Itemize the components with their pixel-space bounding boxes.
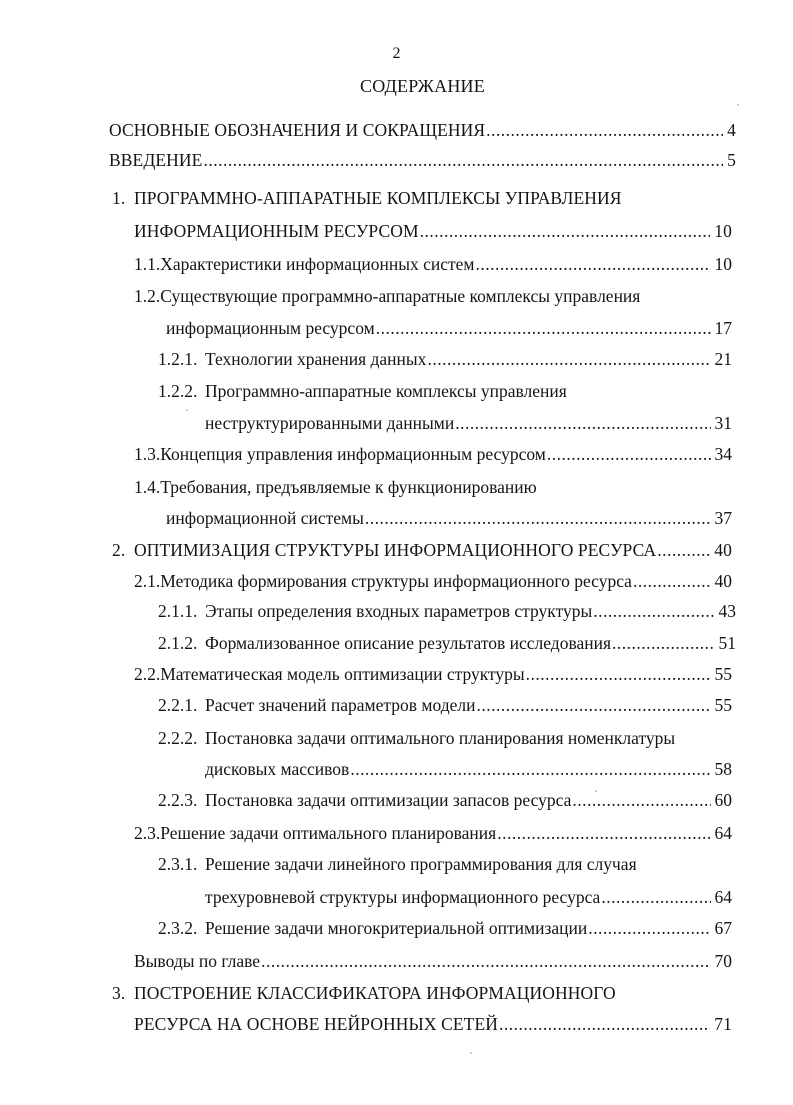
- toc-entry-title: Требования, предъявляемые к функционированию: [160, 477, 537, 497]
- toc-entry-number: 1.: [112, 188, 126, 208]
- toc-entry-page: 5: [727, 150, 736, 170]
- toc-leader-dots: [455, 412, 710, 434]
- toc-leader-dots: [497, 822, 710, 844]
- toc-entry-title: Существующие программно-аппаратные комплексы управления: [160, 286, 641, 306]
- scan-speck: [470, 1052, 472, 1054]
- toc-entry-number: 1.4.: [134, 477, 161, 497]
- toc-leader-dots: [612, 632, 714, 654]
- toc-entry-title-continued: информационным ресурсом: [166, 318, 375, 338]
- toc-leader-dots: [657, 539, 710, 561]
- toc-entry-page: 64: [714, 887, 732, 907]
- toc-leader-dots: [427, 348, 710, 370]
- toc-entry-2-3-1-line-2: [205, 886, 732, 908]
- toc-entry-number: 1.1.: [134, 254, 161, 274]
- toc-entry-number: 1.2.: [134, 286, 161, 306]
- toc-entry-number: 1.2.1.: [158, 349, 198, 369]
- toc-entry-page: 21: [714, 349, 732, 369]
- toc-entry-page: 60: [714, 790, 732, 810]
- toc-entry-title: Выводы по главе: [134, 951, 261, 971]
- toc-entry-title-continued: дисковых массивов: [205, 759, 350, 779]
- toc-leader-dots: [486, 119, 723, 141]
- toc-entry-title: ОПТИМИЗАЦИЯ СТРУКТУРЫ ИНФОРМАЦИОННОГО РЕСУРСА: [134, 540, 657, 560]
- toc-entry-page: 10: [714, 221, 732, 241]
- toc-leader-dots: [601, 886, 710, 908]
- toc-entry-2-2-2-line-1: [158, 727, 736, 749]
- toc-entry-page: 37: [714, 508, 732, 528]
- toc-entry-2-2-1: [158, 694, 732, 716]
- scan-speck: [737, 104, 739, 106]
- toc-entry-1-4-line-2: [166, 507, 732, 529]
- toc-entry-title: Решение задачи многокритериальной оптимизации: [205, 918, 588, 938]
- toc-entry-title: Математическая модель оптимизации структуры: [160, 664, 525, 684]
- toc-entry-chapter-3-line-2: [134, 1013, 732, 1035]
- toc-entry-number: 2.2.3.: [158, 790, 198, 810]
- toc-entry-chapter-1-line-2: [134, 220, 732, 242]
- toc-entry-title: Решение задачи оптимального планирования: [160, 823, 497, 843]
- toc-entry-chapter-1-line-1: [112, 187, 732, 209]
- toc-entry-title-continued: неструктурированными данными: [205, 413, 455, 433]
- toc-entry-chapter-summary: [134, 950, 732, 972]
- toc-entry-number: 2.2.: [134, 664, 161, 684]
- toc-entry-number: 2.1.1.: [158, 601, 198, 621]
- toc-entry-title-continued: информационной системы: [166, 508, 364, 528]
- toc-entry-page: 51: [718, 633, 736, 653]
- toc-entry-1-4-line-1: [134, 476, 732, 498]
- toc-heading: СОДЕРЖАНИЕ: [360, 76, 485, 96]
- toc-leader-dots: [376, 317, 711, 339]
- toc-entry-1-2-2-line-2: [205, 412, 732, 434]
- toc-entry-2-1: [134, 570, 732, 592]
- toc-entry-title: ОСНОВНЫЕ ОБОЗНАЧЕНИЯ И СОКРАЩЕНИЯ: [109, 120, 486, 140]
- toc-entry-page: 58: [714, 759, 732, 779]
- toc-leader-dots: [547, 443, 711, 465]
- toc-entry-number: 2.3.1.: [158, 854, 198, 874]
- toc-entry-1-3: [134, 443, 732, 465]
- toc-entry-title: Этапы определения входных параметров структуры: [205, 601, 593, 621]
- toc-leader-dots: [572, 789, 710, 811]
- toc-entry-number: 2.3.: [134, 823, 161, 843]
- page-number: 2: [392, 45, 401, 62]
- toc-entry-title-continued: ИНФОРМАЦИОННЫМ РЕСУРСОМ: [134, 221, 419, 241]
- toc-entry-title: Формализованное описание результатов исследования: [205, 633, 612, 653]
- toc-entry-1-2-line-2: [166, 317, 732, 339]
- toc-entry-page: 71: [714, 1014, 732, 1034]
- toc-entry-title: ПОСТРОЕНИЕ КЛАССИФИКАТОРА ИНФОРМАЦИОННОГО: [134, 983, 616, 1003]
- toc-leader-dots: [365, 507, 711, 529]
- toc-entry-introduction: [109, 149, 736, 171]
- toc-entry-2-3-1-line-1: [158, 853, 732, 875]
- toc-entry-number: 2.2.2.: [158, 728, 198, 748]
- toc-entry-title: Характеристики информационных систем: [160, 254, 475, 274]
- toc-entry-title: Концепция управления информационным ресурсом: [160, 444, 546, 464]
- toc-entry-number: 2.3.2.: [158, 918, 198, 938]
- toc-entry-number: 3.: [112, 983, 126, 1003]
- toc-entry-2-2-3: [158, 789, 732, 811]
- toc-entry-2-1-1: [158, 600, 736, 622]
- toc-entry-title: Постановка задачи оптимизации запасов ресурса: [205, 790, 572, 810]
- toc-leader-dots: [633, 570, 711, 592]
- toc-entry-page: 10: [714, 254, 732, 274]
- toc-entry-1-2-line-1: [134, 285, 732, 307]
- scan-speck: [595, 790, 597, 792]
- toc-entry-2-2-2-line-2: [205, 758, 732, 780]
- toc-entry-chapter-3-line-1: [112, 982, 732, 1004]
- toc-entry-2-3: [134, 822, 732, 844]
- toc-entry-title: ВВЕДЕНИЕ: [109, 150, 203, 170]
- toc-entry-title: Постановка задачи оптимального планирования номенклатуры: [205, 728, 676, 748]
- toc-entry-page: 43: [718, 601, 736, 621]
- toc-leader-dots: [588, 917, 710, 939]
- toc-leader-dots: [476, 253, 711, 275]
- toc-entry-chapter-2: [112, 539, 732, 561]
- toc-entry-2-3-2: [158, 917, 732, 939]
- scan-speck: [186, 409, 188, 411]
- toc-entry-page: 55: [714, 695, 732, 715]
- toc-leader-dots: [420, 220, 711, 242]
- toc-entry-page: 40: [714, 571, 732, 591]
- toc-entry-2-1-2: [158, 632, 736, 654]
- toc-entry-page: 55: [714, 664, 732, 684]
- toc-entry-page: 4: [727, 120, 736, 140]
- toc-entry-title: Расчет значений параметров модели: [205, 695, 476, 715]
- toc-leader-dots: [261, 950, 710, 972]
- toc-entry-page: 64: [714, 823, 732, 843]
- toc-entry-number: 2.1.: [134, 571, 161, 591]
- toc-leader-dots: [593, 600, 714, 622]
- toc-entry-page: 17: [714, 318, 732, 338]
- toc-leader-dots: [499, 1013, 710, 1035]
- toc-leader-dots: [350, 758, 710, 780]
- toc-leader-dots: [203, 149, 723, 171]
- toc-entry-1-2-2-line-1: [158, 380, 732, 402]
- toc-entry-title: Программно-аппаратные комплексы управления: [205, 381, 567, 401]
- toc-leader-dots: [526, 663, 711, 685]
- toc-leader-dots: [476, 694, 710, 716]
- toc-entry-page: 31: [714, 413, 732, 433]
- toc-entry-page: 40: [714, 540, 732, 560]
- toc-entry-number: 1.3.: [134, 444, 161, 464]
- toc-entry-page: 67: [714, 918, 732, 938]
- toc-entry-1-1: [134, 253, 732, 275]
- toc-entry-title: Технологии хранения данных: [205, 349, 427, 369]
- toc-entry-title-continued: РЕСУРСА НА ОСНОВЕ НЕЙРОННЫХ СЕТЕЙ: [134, 1014, 498, 1034]
- toc-entry-page: 34: [714, 444, 732, 464]
- toc-entry-title: Решение задачи линейного программирования для случая: [205, 854, 637, 874]
- toc-entry-2-2: [134, 663, 732, 685]
- toc-entry-abbreviations: [109, 119, 736, 141]
- toc-entry-number: 2.1.2.: [158, 633, 198, 653]
- toc-entry-number: 1.2.2.: [158, 381, 198, 401]
- toc-entry-title: ПРОГРАММНО-АППАРАТНЫЕ КОМПЛЕКСЫ УПРАВЛЕНИЯ: [134, 188, 622, 208]
- toc-entry-number: 2.2.1.: [158, 695, 198, 715]
- toc-entry-title: Методика формирования структуры информационного ресурса: [160, 571, 632, 591]
- toc-entry-page: 70: [714, 951, 732, 971]
- toc-entry-number: 2.: [112, 540, 126, 560]
- toc-entry-1-2-1: [158, 348, 732, 370]
- toc-entry-title-continued: трехуровневой структуры информационного ресурса: [205, 887, 601, 907]
